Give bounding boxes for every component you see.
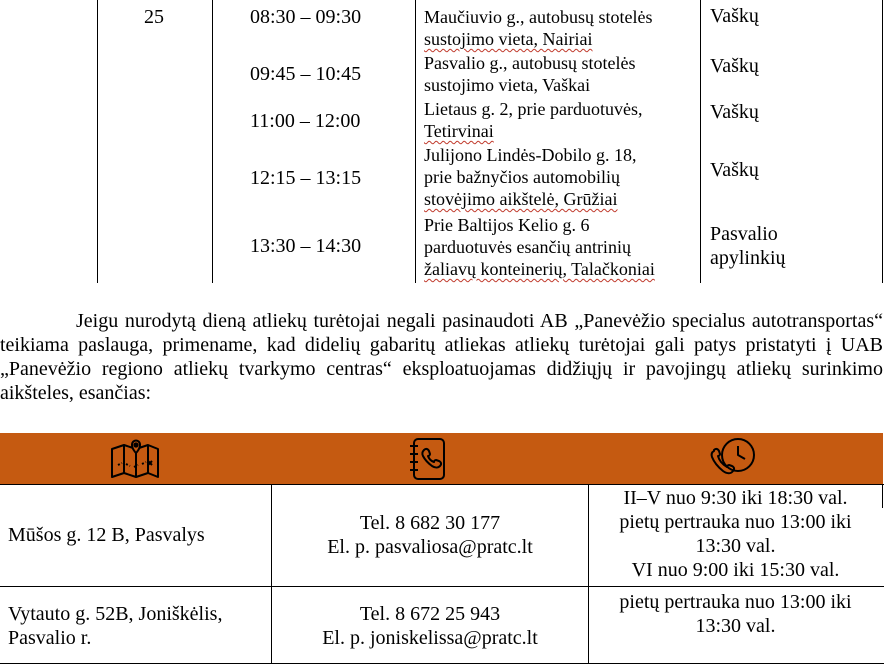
sites-row1-top-border — [0, 484, 884, 485]
site-contact — [272, 602, 588, 650]
site-hours: pietų pertrauka nuo 13:00 iki 13:30 val. — [619, 591, 852, 637]
schedule-address: Lietaus g. 2, prie parduotuvės, Tetirvinai — [424, 99, 643, 141]
schedule-who: Vaškų — [710, 55, 759, 77]
schedule-right-border — [882, 0, 883, 283]
schedule-address: Maučiuvio g., autobusų stotelės sustojimo vieta, Nairiai — [424, 7, 653, 49]
schedule-divider-3 — [700, 0, 701, 283]
clock-icon — [708, 436, 758, 482]
schedule-time: 09:45 – 10:45 — [250, 63, 362, 85]
schedule-who: Vaškų — [710, 159, 759, 181]
site-hours: II–V nuo 9:30 iki 18:30 val. pietų pertrauka nuo 13:00 iki 13:30 val. VI nuo 9:00 iki 15:30 val. — [619, 487, 852, 581]
info-paragraph: Jeigu nurodytą dieną atliekų turėtojai negali pasinaudoti AB „Panevėžio specialus autotransportas“ teikiama paslauga, primename, kad didelių gabaritų atliekas atliekų turėtojai gali patys pristatyti į UAB „Panevėžio regiono atliekų tvarkymo centras“ eksploatuojamas didžiųjų ir pavojingų atliekų surinkimo aikšteles, esančias: — [0, 310, 883, 404]
schedule-address: Pasvalio g., autobusų stotelės sustojimo vieta, Vaškai — [424, 53, 636, 95]
site-location: Vytauto g. 52B, Joniškėlis, Pasvalio r. — [8, 603, 223, 649]
map-icon — [110, 437, 162, 481]
site-email: El. p. pasvaliosa@pratc.lt — [327, 536, 533, 558]
sites-row2-top-border — [0, 586, 884, 587]
schedule-left-border — [97, 0, 98, 283]
schedule-divider-2 — [415, 0, 416, 283]
phone-book-icon — [408, 436, 452, 482]
site-email: El. p. joniskelissa@pratc.lt — [322, 627, 538, 649]
sites-right-border — [882, 484, 883, 508]
schedule-time: 08:30 – 09:30 — [250, 6, 362, 28]
schedule-time: 13:30 – 14:30 — [250, 235, 362, 257]
site-phone: Tel. 8 672 25 943 — [359, 603, 501, 625]
schedule-who: Vaškų — [710, 101, 759, 123]
schedule-address: Julijono Lindės-Dobilo g. 18, prie bažnyčios automobilių stovėjimo aikštelė, Grūžiai — [424, 145, 637, 209]
sites-bottom-border — [0, 663, 884, 664]
schedule-time: 12:15 – 13:15 — [250, 167, 362, 189]
schedule-who: Vaškų — [710, 5, 759, 27]
schedule-address: Prie Baltijos Kelio g. 6 parduotuvės esančių antrinių žaliavų konteinerių, Talačkoniai — [424, 215, 655, 279]
schedule-who: Pasvalio apylinkių — [710, 223, 786, 269]
schedule-divider-1 — [212, 0, 213, 283]
site-location: Mūšos g. 12 B, Pasvalys — [8, 524, 205, 546]
schedule-number: 25 — [144, 6, 164, 28]
site-phone: Tel. 8 682 30 177 — [359, 512, 501, 534]
site-contact — [272, 511, 588, 559]
schedule-time: 11:00 – 12:00 — [250, 110, 361, 132]
